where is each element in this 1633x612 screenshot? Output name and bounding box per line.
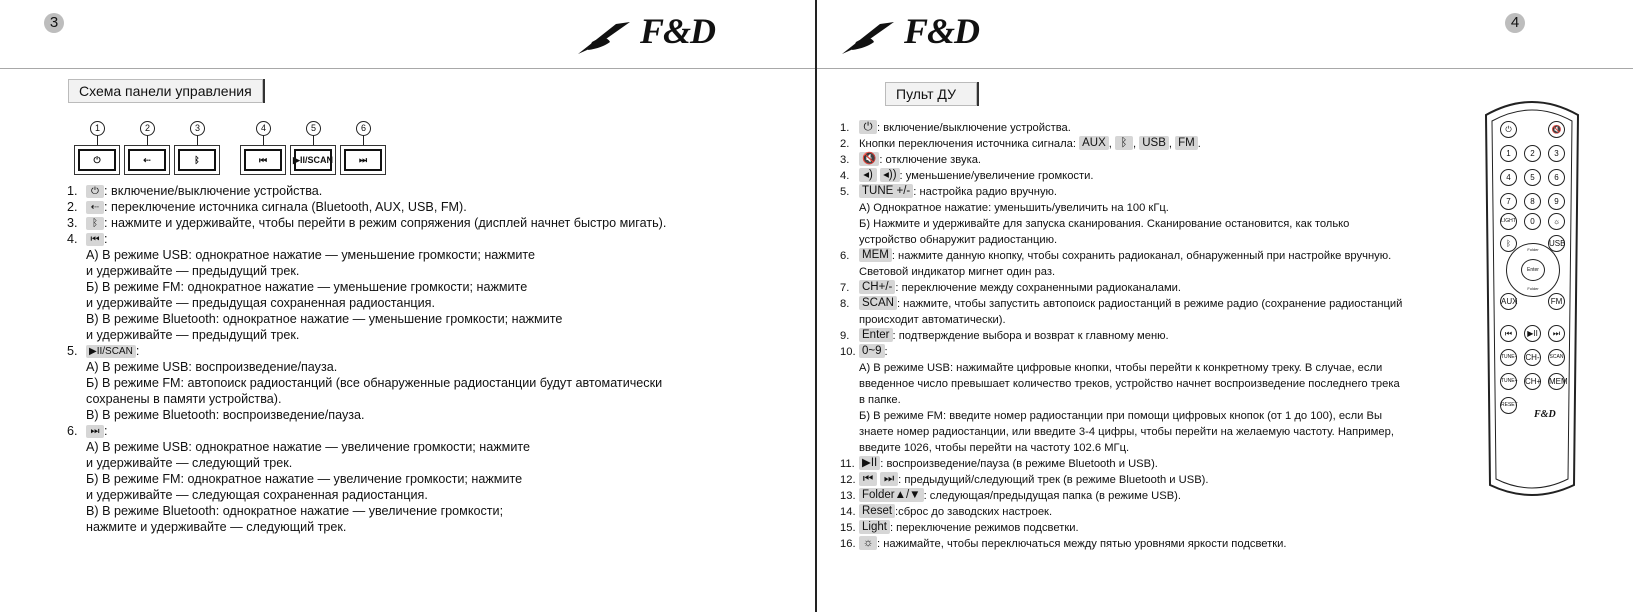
list-item xyxy=(840,248,1440,264)
remote-brand-logo: F&D xyxy=(1534,409,1556,420)
item-text: :сброс до заводских настроек. xyxy=(895,506,1053,518)
button-glyph-icon: TUNE +/- xyxy=(859,184,913,198)
remote-button: ⏻ xyxy=(1500,121,1517,138)
list-subline: А) В режиме USB: воспроизведение/пауза. xyxy=(86,360,338,374)
list-subline: А) В режиме USB: однократное нажатие — увеличение громкости; нажмите xyxy=(86,440,530,454)
left-instructions-list xyxy=(67,183,807,535)
item-text: : xyxy=(104,424,108,438)
callout-line xyxy=(313,135,314,145)
remote-button: 9 xyxy=(1548,193,1565,210)
remote-button: 🔇 xyxy=(1548,121,1565,138)
remote-button: 3 xyxy=(1548,145,1565,162)
remote-button: 0 xyxy=(1524,213,1541,230)
button-glyph-icon: ▶II/SCAN xyxy=(86,345,136,358)
list-subline: введите 1026, чтобы перейти на частоту 102.6 МГц. xyxy=(859,442,1130,454)
right-instructions-list xyxy=(840,120,1440,552)
item-number: 2. xyxy=(840,138,850,150)
item-text: , xyxy=(1108,138,1115,150)
panel-button-number: 4 xyxy=(256,121,271,136)
button-glyph-icon: ⏭ xyxy=(86,425,104,438)
dpad-folder-up: Folder xyxy=(1527,247,1539,252)
button-glyph-icon: USB xyxy=(1139,136,1169,150)
list-item xyxy=(840,152,1440,168)
list-subline: В) В режиме Bluetooth: воспроизведение/пауза. xyxy=(86,408,365,422)
list-item xyxy=(840,184,1440,200)
list-subline: устройство обнаружит радиостанцию. xyxy=(859,234,1058,246)
button-glyph-icon: ☼ xyxy=(859,536,877,550)
list-subline: введенное число превышает количество треков, устройство начнет воспроизведение последнего трека xyxy=(859,378,1400,390)
panel-button xyxy=(240,145,286,175)
list-subline: В) В режиме Bluetooth: однократное нажатие — увеличение громкости; xyxy=(86,504,504,518)
item-text: , xyxy=(1168,138,1176,150)
list-item xyxy=(67,343,807,359)
button-glyph-icon: FM xyxy=(1175,136,1198,150)
remote-button: ▶II xyxy=(1524,325,1541,342)
remote-button: 6 xyxy=(1548,169,1565,186)
item-text: , xyxy=(1133,138,1140,150)
brand-logo-left xyxy=(576,11,716,63)
list-subline: и удерживайте — предыдущий трек. xyxy=(86,328,300,342)
button-glyph-icon: ◂)) xyxy=(880,168,899,182)
button-glyph-icon: AUX xyxy=(1079,136,1109,150)
remote-button: ⏭ xyxy=(1548,325,1565,342)
brand-logo-right xyxy=(840,11,980,63)
item-text: : xyxy=(884,346,888,358)
logo-text: F&D xyxy=(904,11,980,51)
item-text: : предыдущий/следующий трек (в режиме Bluetooth и USB). xyxy=(898,474,1209,486)
remote-button: TUNE- xyxy=(1500,349,1517,366)
list-subline: происходит автоматически). xyxy=(859,314,1006,326)
button-glyph-icon: SCAN xyxy=(859,296,897,310)
list-item xyxy=(67,231,807,247)
item-text: . xyxy=(1197,138,1201,150)
button-glyph-icon: 🔇 xyxy=(859,152,879,166)
list-subline: А) В режиме USB: нажимайте цифровые кнопки, чтобы перейти к конкретному треку. В случае, если xyxy=(859,362,1383,374)
list-subline: и удерживайте — следующая сохраненная радиостанция. xyxy=(86,488,428,502)
dpad-folder-down: Folder xyxy=(1527,286,1539,291)
panel-button-number: 2 xyxy=(140,121,155,136)
list-item xyxy=(67,423,807,439)
remote-button: 1 xyxy=(1500,145,1517,162)
callout-line xyxy=(263,135,264,145)
item-number: 14. xyxy=(840,506,856,518)
remote-button: AUX xyxy=(1500,293,1517,310)
button-glyph-icon: Folder▲/▼ xyxy=(859,488,924,502)
left-page xyxy=(0,0,815,612)
item-number: 3. xyxy=(67,216,78,230)
item-number: 9. xyxy=(840,330,850,342)
button-glyph-icon: ᛒ xyxy=(86,217,104,230)
remote-button: CH- xyxy=(1524,349,1541,366)
button-glyph-icon: ◂) xyxy=(859,168,877,182)
item-number: 2. xyxy=(67,200,78,214)
remote-button: MEM xyxy=(1548,373,1565,390)
panel-button-label: ⏻ xyxy=(78,149,116,171)
list-item xyxy=(840,488,1440,504)
panel-button-label: ⇠ xyxy=(128,149,166,171)
panel-button-label: ▶II/SCAN xyxy=(294,149,332,171)
item-number: 7. xyxy=(840,282,850,294)
remote-dpad xyxy=(1506,243,1560,297)
button-glyph-icon: ⇠ xyxy=(86,201,104,214)
list-subline: Световой индикатор мигнет один раз. xyxy=(859,266,1056,278)
panel-button xyxy=(340,145,386,175)
remote-button: 4 xyxy=(1500,169,1517,186)
logo-swoosh-icon xyxy=(576,18,636,58)
callout-line xyxy=(147,135,148,145)
remote-button: USB xyxy=(1548,235,1565,252)
list-item xyxy=(840,472,1440,488)
item-number: 8. xyxy=(840,298,850,310)
button-glyph-icon: MEM xyxy=(859,248,892,262)
list-item xyxy=(840,536,1440,552)
list-subline: Б) В режиме FM: введите номер радиостанции при помощи цифровых кнопок (от 1 до 100), если Вы xyxy=(859,410,1383,422)
page-number-right: 4 xyxy=(1505,13,1525,33)
item-text: : переключение между сохраненными радиоканалами. xyxy=(895,282,1182,294)
list-item xyxy=(840,504,1440,520)
item-text: : нажмите данную кнопку, чтобы сохранить радиоканал, обнаруженный при настройке вручную. xyxy=(891,250,1392,262)
item-text: : нажмите и удерживайте, чтобы перейти в режим сопряжения (дисплей начнет быстро мигать). xyxy=(104,216,667,230)
item-text: : xyxy=(135,344,140,358)
list-subline: знаете номер радиостанции, или введите 3-4 цифры, чтобы перейти на желаемую частоту. Например, xyxy=(859,426,1394,438)
button-glyph-icon: ⏻ xyxy=(859,120,877,134)
panel-button xyxy=(74,145,120,175)
panel-button-number: 1 xyxy=(90,121,105,136)
item-number: 4. xyxy=(67,232,78,246)
item-text: : настройка радио вручную. xyxy=(913,186,1058,198)
list-subline: сохранены в памяти устройства). xyxy=(86,392,282,406)
remote-button: 7 xyxy=(1500,193,1517,210)
logo-text: F&D xyxy=(640,11,716,51)
panel-button xyxy=(290,145,336,175)
item-text: : воспроизведение/пауза (в режиме Bluetooth и USB). xyxy=(880,458,1158,470)
remote-button: SCAN xyxy=(1548,349,1565,366)
list-subline: и удерживайте — следующий трек. xyxy=(86,456,293,470)
item-number: 6. xyxy=(840,250,850,262)
item-number: 13. xyxy=(840,490,856,502)
list-subline: В) В режиме Bluetooth: однократное нажатие — уменьшение громкости; нажмите xyxy=(86,312,563,326)
callout-line xyxy=(363,135,364,145)
list-subline: А) Однократное нажатие: уменьшить/увеличить на 100 кГц. xyxy=(859,202,1169,214)
item-number: 15. xyxy=(840,522,856,534)
item-text: : нажмите, чтобы запустить автопоиск радиостанций в режиме радио (сохранение радиостанций xyxy=(896,298,1403,310)
list-item xyxy=(840,296,1440,312)
item-number: 16. xyxy=(840,538,856,550)
panel-button-label: ⏮ xyxy=(244,149,282,171)
section-title-remote: Пульт ДУ xyxy=(885,82,977,106)
remote-button: RESET xyxy=(1500,397,1517,414)
item-text: : включение/выключение устройства. xyxy=(104,184,323,198)
remote-button: 2 xyxy=(1524,145,1541,162)
page-number-left: 3 xyxy=(44,13,64,33)
item-text: : xyxy=(104,232,108,246)
callout-line xyxy=(197,135,198,145)
item-text: : следующая/предыдущая папка (в режиме USB). xyxy=(923,490,1182,502)
item-number: 3. xyxy=(840,154,850,166)
panel-button-number: 5 xyxy=(306,121,321,136)
list-item xyxy=(67,199,807,215)
logo-swoosh-icon xyxy=(840,18,900,58)
remote-button: ☼ xyxy=(1548,213,1565,230)
button-glyph-icon: ⏭ xyxy=(880,472,898,486)
button-glyph-icon: ▶II xyxy=(859,456,880,470)
list-item xyxy=(840,280,1440,296)
panel-button xyxy=(174,145,220,175)
item-text: : нажимайте, чтобы переключаться между пятью уровнями яркости подсветки. xyxy=(877,538,1287,550)
list-subline: нажмите и удерживайте — следующий трек. xyxy=(86,520,347,534)
list-item xyxy=(67,215,807,231)
item-number: 11. xyxy=(840,458,855,470)
remote-button: ᛒ xyxy=(1500,235,1517,252)
item-number: 1. xyxy=(67,184,78,198)
remote-button: 8 xyxy=(1524,193,1541,210)
dpad-enter-button: Enter xyxy=(1521,259,1545,281)
remote-button: CH+ xyxy=(1524,373,1541,390)
button-glyph-icon: Light xyxy=(859,520,890,534)
item-number: 5. xyxy=(840,186,850,198)
remote-button: LIGHT xyxy=(1500,213,1517,230)
panel-button-label: ⏭ xyxy=(344,149,382,171)
item-number: 1. xyxy=(840,122,850,134)
list-subline: Б) Нажмите и удерживайте для запуска сканирования. Сканирование остановится, как только xyxy=(859,218,1350,230)
item-text: : переключение источника сигнала (Bluetooth, AUX, USB, FM). xyxy=(104,200,467,214)
remote-button: TUNE+ xyxy=(1500,373,1517,390)
header-rule-left xyxy=(0,68,815,69)
list-subline: А) В режиме USB: однократное нажатие — уменьшение громкости; нажмите xyxy=(86,248,536,262)
list-item xyxy=(840,520,1440,536)
item-number: 12. xyxy=(840,474,856,486)
list-item xyxy=(840,168,1440,184)
button-glyph-icon: ⏮ xyxy=(86,233,104,246)
panel-button-label: ᛒ xyxy=(178,149,216,171)
button-glyph-icon: ⏻ xyxy=(86,185,104,198)
list-subline: Б) В режиме FM: автопоиск радиостанций (все обнаруженные радиостанции будут автоматически xyxy=(86,376,663,390)
remote-button: 5 xyxy=(1524,169,1541,186)
item-text: Кнопки переключения источника сигнала: xyxy=(859,138,1080,150)
item-text: : включение/выключение устройства. xyxy=(877,122,1071,134)
list-subline: Б) В режиме FM: однократное нажатие — уменьшение громкости; нажмите xyxy=(86,280,528,294)
list-subline: в папке. xyxy=(859,394,901,406)
remote-button: ⏮ xyxy=(1500,325,1517,342)
list-item xyxy=(67,183,807,199)
button-glyph-icon: ⏮ xyxy=(859,472,877,486)
button-glyph-icon: ᛒ xyxy=(1115,136,1133,150)
item-number: 6. xyxy=(67,424,78,438)
panel-button xyxy=(124,145,170,175)
item-text: : переключение режимов подсветки. xyxy=(889,522,1079,534)
button-glyph-icon: Reset xyxy=(859,504,895,518)
callout-line xyxy=(97,135,98,145)
list-item xyxy=(840,456,1440,472)
panel-button-number: 6 xyxy=(356,121,371,136)
list-item xyxy=(840,328,1440,344)
item-text: : уменьшение/увеличение громкости. xyxy=(899,170,1094,182)
panel-button-number: 3 xyxy=(190,121,205,136)
button-glyph-icon: Enter xyxy=(859,328,893,342)
list-subline: и удерживайте — предыдущий трек. xyxy=(86,264,300,278)
item-text: : отключение звука. xyxy=(879,154,982,166)
item-number: 10. xyxy=(840,346,856,358)
item-text: : подтверждение выбора и возврат к главному меню. xyxy=(892,330,1169,342)
item-number: 5. xyxy=(67,344,78,358)
list-item xyxy=(840,344,1440,360)
list-item xyxy=(840,120,1440,136)
remote-button: FM xyxy=(1548,293,1565,310)
button-glyph-icon: 0~9 xyxy=(859,344,885,358)
list-item xyxy=(840,136,1440,152)
item-number: 4. xyxy=(840,170,850,182)
button-glyph-icon: CH+/- xyxy=(859,280,895,294)
remote-control-illustration xyxy=(1478,95,1586,503)
section-title-panel: Схема панели управления xyxy=(68,79,263,103)
list-subline: и удерживайте — предыдущая сохраненная радиостанция. xyxy=(86,296,435,310)
list-subline: Б) В режиме FM: однократное нажатие — увеличение громкости; нажмите xyxy=(86,472,523,486)
